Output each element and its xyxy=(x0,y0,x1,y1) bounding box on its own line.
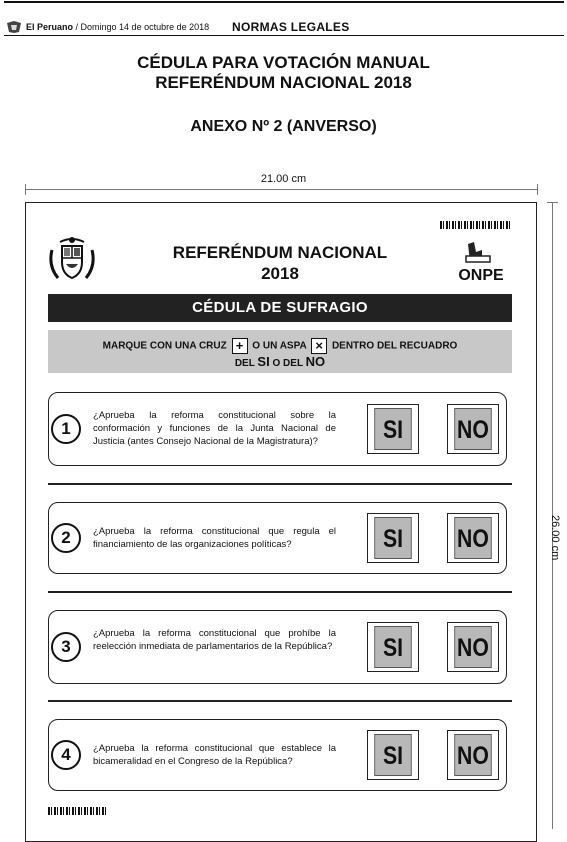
national-coat-of-arms-icon xyxy=(46,236,98,284)
question-number: 2 xyxy=(51,523,81,553)
header-top-rule xyxy=(4,1,564,3)
cross-symbol-box: + xyxy=(232,338,248,354)
vote-no-label: NO xyxy=(454,626,491,668)
question-row-3 xyxy=(48,610,507,684)
width-dimension-tick-right xyxy=(537,184,538,195)
instructions-part5: O DEL xyxy=(272,358,303,369)
vote-no-label: NO xyxy=(454,408,491,450)
question-row-4 xyxy=(48,719,507,791)
vote-no-label: NO xyxy=(454,734,491,776)
vote-yes-box[interactable] xyxy=(367,513,419,563)
vote-yes-label: SI xyxy=(374,408,411,450)
vote-no-box[interactable] xyxy=(447,513,499,563)
instructions-banner xyxy=(48,330,512,373)
question-number: 4 xyxy=(51,740,81,770)
vote-no-box[interactable] xyxy=(447,404,499,454)
instructions-no: NO xyxy=(305,354,326,369)
question-text: ¿Aprueba la reforma constitucional que establece la bicameralidad en el Congreso de la República? xyxy=(93,743,336,767)
vote-yes-label: SI xyxy=(374,517,411,559)
page-title-line1: CÉDULA PARA VOTACIÓN MANUAL xyxy=(137,53,430,72)
vote-no-box[interactable] xyxy=(447,622,499,672)
vote-no-label: NO xyxy=(454,517,491,559)
question-separator xyxy=(48,591,512,593)
instructions-part3: DENTRO DEL RECUADRO xyxy=(331,340,458,352)
width-dimension-tick-left xyxy=(25,184,26,195)
height-dimension-tick xyxy=(547,202,558,203)
vote-yes-box[interactable] xyxy=(367,730,419,780)
ballot-header-band: CÉDULA DE SUFRAGIO xyxy=(48,294,512,322)
onpe-logo xyxy=(448,240,514,284)
vote-yes-box[interactable] xyxy=(367,404,419,454)
instructions-part1: MARQUE CON UNA CRUZ xyxy=(102,340,227,352)
height-dimension-label: 26.00 cm xyxy=(549,515,561,561)
ballot-title: REFERÉNDUM NACIONAL xyxy=(172,243,388,262)
vote-yes-box[interactable] xyxy=(367,622,419,672)
onpe-logo-text: ONPE xyxy=(458,267,504,284)
publication-name: El Peruano xyxy=(26,22,74,32)
question-separator xyxy=(48,700,512,702)
question-number: 1 xyxy=(51,414,81,444)
vote-no-box[interactable] xyxy=(447,730,499,780)
annex-title: ANEXO Nº 2 (ANVERSO) xyxy=(190,118,377,135)
instructions-part4: DEL xyxy=(234,358,255,369)
page-title-line2: REFERÉNDUM NACIONAL 2018 xyxy=(155,73,412,92)
instructions-si: SI xyxy=(257,354,270,369)
barcode-bottom xyxy=(48,807,108,815)
question-text: ¿Aprueba la reforma constitucional sobre la conformación y funciones de la Junta Nacional de Justicia (antes Consejo Nacional de la Magistratura)? xyxy=(93,410,336,447)
instructions-part2: O UN ASPA xyxy=(252,340,307,352)
instructions-line2 xyxy=(48,354,512,369)
question-separator xyxy=(48,483,512,485)
x-symbol-box: × xyxy=(311,338,327,354)
width-dimension-line xyxy=(25,189,538,190)
publication-date: / Domingo 14 de octubre de 2018 xyxy=(75,22,210,32)
ballot-year: 2018 xyxy=(261,264,299,283)
vote-yes-label: SI xyxy=(374,626,411,668)
question-number: 3 xyxy=(51,632,81,662)
question-text: ¿Aprueba la reforma constitucional que regula el financiamiento de las organizaciones políticas? xyxy=(93,526,336,550)
width-dimension-label: 21.00 cm xyxy=(260,173,307,185)
instructions-line1 xyxy=(48,338,512,354)
section-title: NORMAS LEGALES xyxy=(232,20,350,34)
publication-line xyxy=(26,22,209,32)
question-text: ¿Aprueba la reforma constitucional que prohíbe la reelección inmediata de parlamentarios de la República? xyxy=(93,628,336,652)
question-row-1 xyxy=(48,392,507,466)
vote-yes-label: SI xyxy=(374,734,411,776)
question-row-2 xyxy=(48,502,507,574)
barcode-top xyxy=(440,221,510,229)
newspaper-logo-icon xyxy=(6,20,22,34)
header-bottom-rule xyxy=(4,35,564,36)
